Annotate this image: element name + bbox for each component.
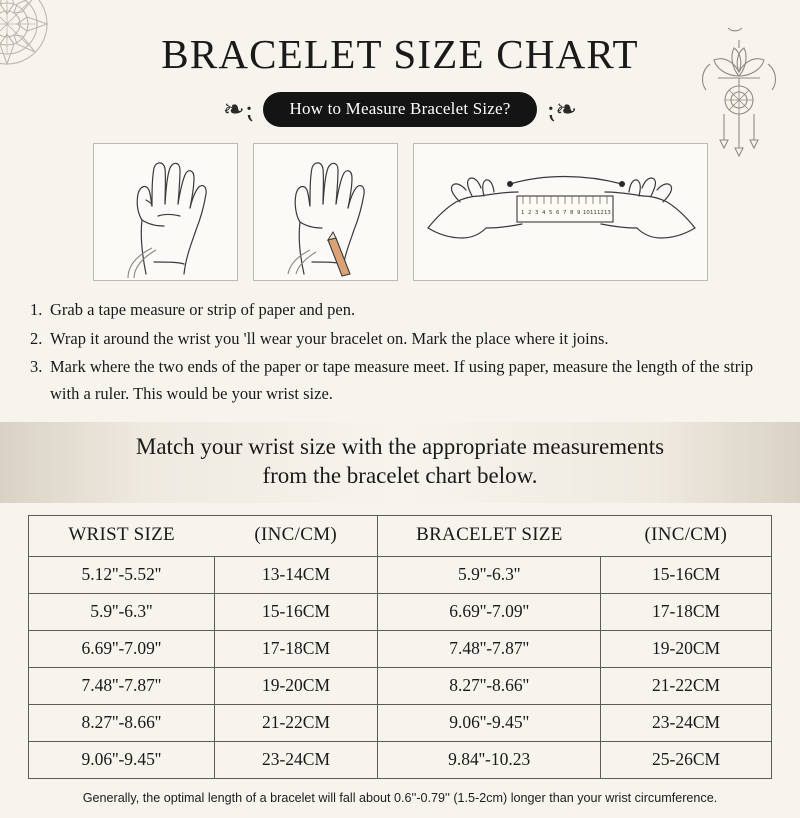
cell-wrist-cm: 19-20CM (214, 667, 377, 704)
hand-with-tape-measure-illustration (93, 143, 238, 281)
page-title: BRACELET SIZE CHART (161, 31, 639, 77)
svg-text:6: 6 (555, 210, 559, 216)
list-item (30, 354, 770, 407)
svg-text:13: 13 (603, 210, 611, 216)
cell-wrist-cm: 17-18CM (214, 630, 377, 667)
step-number: 1. (30, 300, 43, 319)
cell-wrist-inch: 5.12''-5.52'' (29, 556, 215, 593)
svg-text:3: 3 (534, 210, 538, 216)
cell-wrist-inch: 7.48''-7.87'' (29, 667, 215, 704)
size-table-wrap (28, 515, 772, 779)
cell-bracelet-cm: 25-26CM (601, 741, 772, 778)
cell-wrist-inch: 5.9''-6.3'' (29, 593, 215, 630)
header-wrist-units: (INC/CM) (214, 515, 377, 556)
table-row (29, 704, 772, 741)
svg-text:4: 4 (541, 210, 545, 216)
step-text: Mark where the two ends of the paper or tape measure meet. If using paper, measure the length of the strip with a ruler. This would be your wrist size. (50, 357, 754, 404)
table-row (29, 630, 772, 667)
steps-list (30, 297, 770, 408)
svg-text:1: 1 (520, 210, 524, 216)
cell-bracelet-inch: 8.27''-8.66'' (378, 667, 601, 704)
match-heading-band (0, 422, 800, 503)
table-row (29, 593, 772, 630)
svg-text:7: 7 (562, 210, 566, 216)
table-row (29, 667, 772, 704)
cell-wrist-cm: 23-24CM (214, 741, 377, 778)
match-heading-line-1: Match your wrist size with the appropriate measurements (135, 433, 665, 459)
cell-wrist-inch: 8.27''-8.66'' (29, 704, 215, 741)
cell-bracelet-inch: 9.06''-9.45'' (378, 704, 601, 741)
svg-text:2: 2 (527, 210, 531, 216)
header-bracelet-size: BRACELET SIZE (378, 515, 601, 556)
svg-text:9: 9 (576, 210, 580, 216)
cell-bracelet-inch: 9.84''-10.23 (378, 741, 601, 778)
header-bracelet-units: (INC/CM) (601, 515, 772, 556)
bracelet-size-chart-page (0, 18, 800, 818)
cell-wrist-cm: 13-14CM (214, 556, 377, 593)
svg-text:10: 10 (582, 210, 590, 216)
step-number: 2. (30, 328, 43, 348)
right-flourish-icon: ⁏❧ (546, 94, 578, 125)
header-wrist-size: WRIST SIZE (29, 515, 215, 556)
match-heading-line-2: from the bracelet chart below. (262, 463, 538, 489)
table-row (29, 556, 772, 593)
svg-text:11: 11 (589, 210, 597, 216)
list-item (30, 326, 770, 353)
hands-measuring-strip-with-ruler-illustration (413, 143, 708, 281)
svg-text:5: 5 (548, 210, 552, 216)
cell-bracelet-cm: 15-16CM (601, 556, 772, 593)
step-text: Grab a tape measure or strip of paper and pen. (50, 300, 356, 319)
cell-bracelet-inch: 5.9''-6.3'' (378, 556, 601, 593)
subtitle-pill: How to Measure Bracelet Size? (263, 92, 536, 127)
step-number: 3. (30, 357, 43, 377)
cell-wrist-cm: 21-22CM (214, 704, 377, 741)
cell-bracelet-cm: 17-18CM (601, 593, 772, 630)
cell-wrist-inch: 6.69''-7.09'' (29, 630, 215, 667)
illustration-row (0, 143, 800, 281)
cell-bracelet-inch: 6.69''-7.09'' (378, 593, 601, 630)
cell-wrist-cm: 15-16CM (214, 593, 377, 630)
svg-text:8: 8 (569, 210, 573, 216)
list-item (30, 297, 770, 324)
size-table (28, 515, 772, 779)
step-text: Wrap it around the wrist you 'll wear your bracelet on. Mark the place where it joins. (50, 328, 609, 348)
left-flourish-icon: ❧⁏ (222, 94, 254, 125)
table-row (29, 741, 772, 778)
footnote: Generally, the optimal length of a bracelet will fall about 0.6''-0.79'' (1.5-2cm) longer than your wrist circumference. (82, 790, 718, 805)
cell-bracelet-cm: 21-22CM (601, 667, 772, 704)
subtitle-row (0, 92, 800, 127)
svg-text:12: 12 (596, 210, 604, 216)
hand-with-paper-strip-illustration (253, 143, 398, 281)
table-header-row (29, 515, 772, 556)
cell-wrist-inch: 9.06''-9.45'' (29, 741, 215, 778)
cell-bracelet-cm: 19-20CM (601, 630, 772, 667)
cell-bracelet-cm: 23-24CM (601, 704, 772, 741)
cell-bracelet-inch: 7.48''-7.87'' (378, 630, 601, 667)
